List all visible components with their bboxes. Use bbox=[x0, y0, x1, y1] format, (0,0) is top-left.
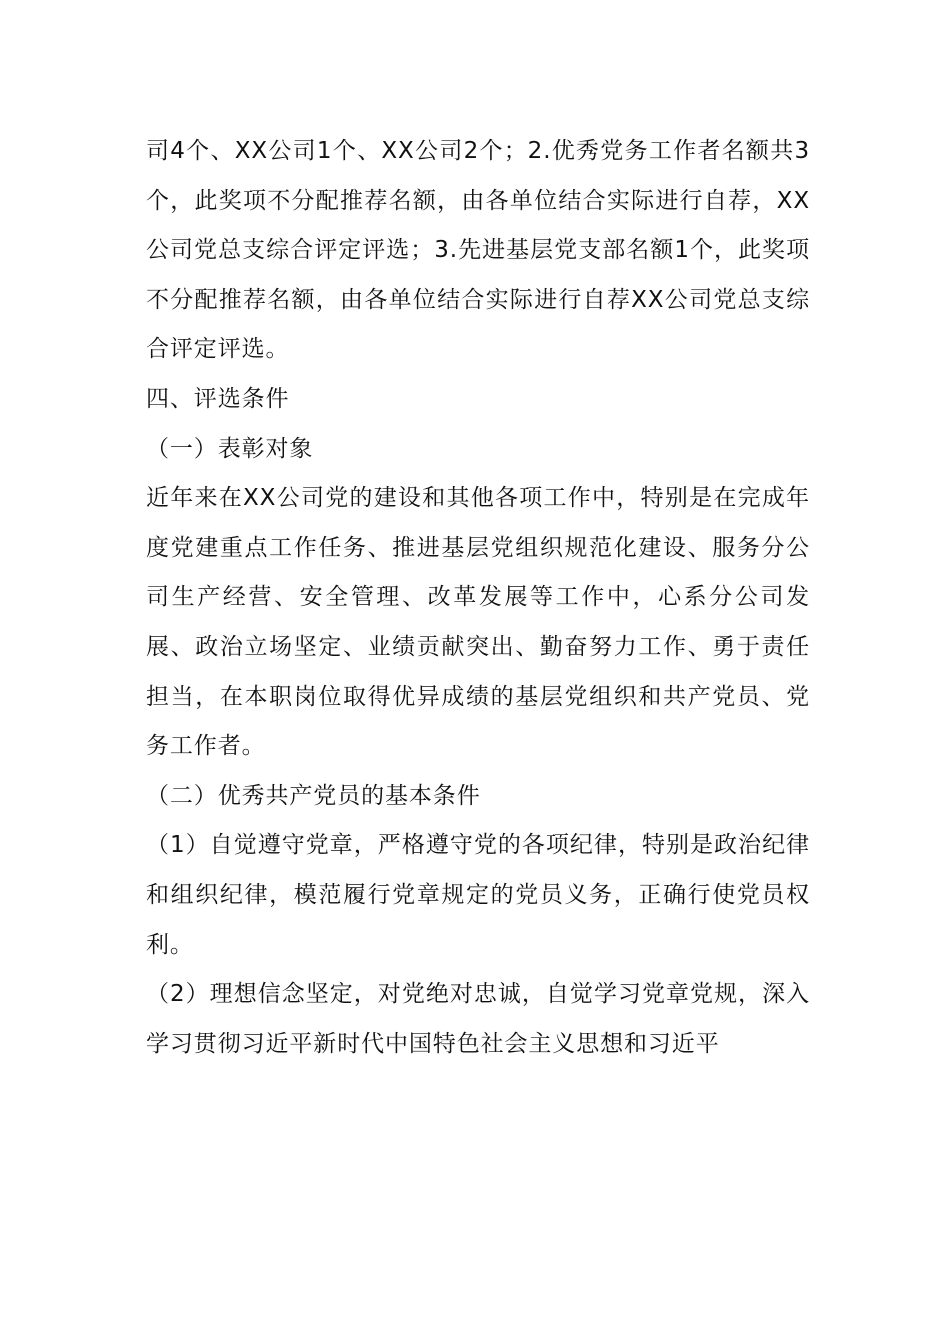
paragraph-award-quota: 司4个、XX公司1个、XX公司2个；2.优秀党务工作者名额共3个，此奖项不分配推荐名额，由各单位结合实际进行自荐，XX公司党总支综合评定评选；3.先进基层党支部名额1个，此奖项不分配推荐名额，由各单位结合实际进行自荐XX公司党总支综合评定评选。 bbox=[146, 138, 810, 363]
subheading-member-conditions: （二）优秀共产党员的基本条件 bbox=[146, 782, 481, 809]
paragraph-condition-1: （1）自觉遵守党章，严格遵守党的各项纪律，特别是政治纪律和组织纪律，模范履行党章规定的党员义务，正确行使党员权利。 bbox=[146, 832, 810, 958]
document-body bbox=[146, 127, 810, 1069]
paragraph-condition-2: （2）理想信念坚定，对党绝对忠诚，自觉学习党章党规，深入学习贯彻习近平新时代中国特色社会主义思想和习近平 bbox=[146, 981, 810, 1057]
subheading-commendation-targets: （一）表彰对象 bbox=[146, 435, 314, 462]
heading-selection-criteria: 四、评选条件 bbox=[146, 385, 290, 412]
paragraph-commendation-targets: 近年来在XX公司党的建设和其他各项工作中，特别是在完成年度党建重点工作任务、推进基层党组织规范化建设、服务分公司生产经营、安全管理、改革发展等工作中，心系分公司发展、政治立场坚定、业绩贡献突出、勤奋努力工作、勇于责任担当，在本职岗位取得优异成绩的基层党组织和共产党员、党务工作者。 bbox=[146, 485, 810, 760]
